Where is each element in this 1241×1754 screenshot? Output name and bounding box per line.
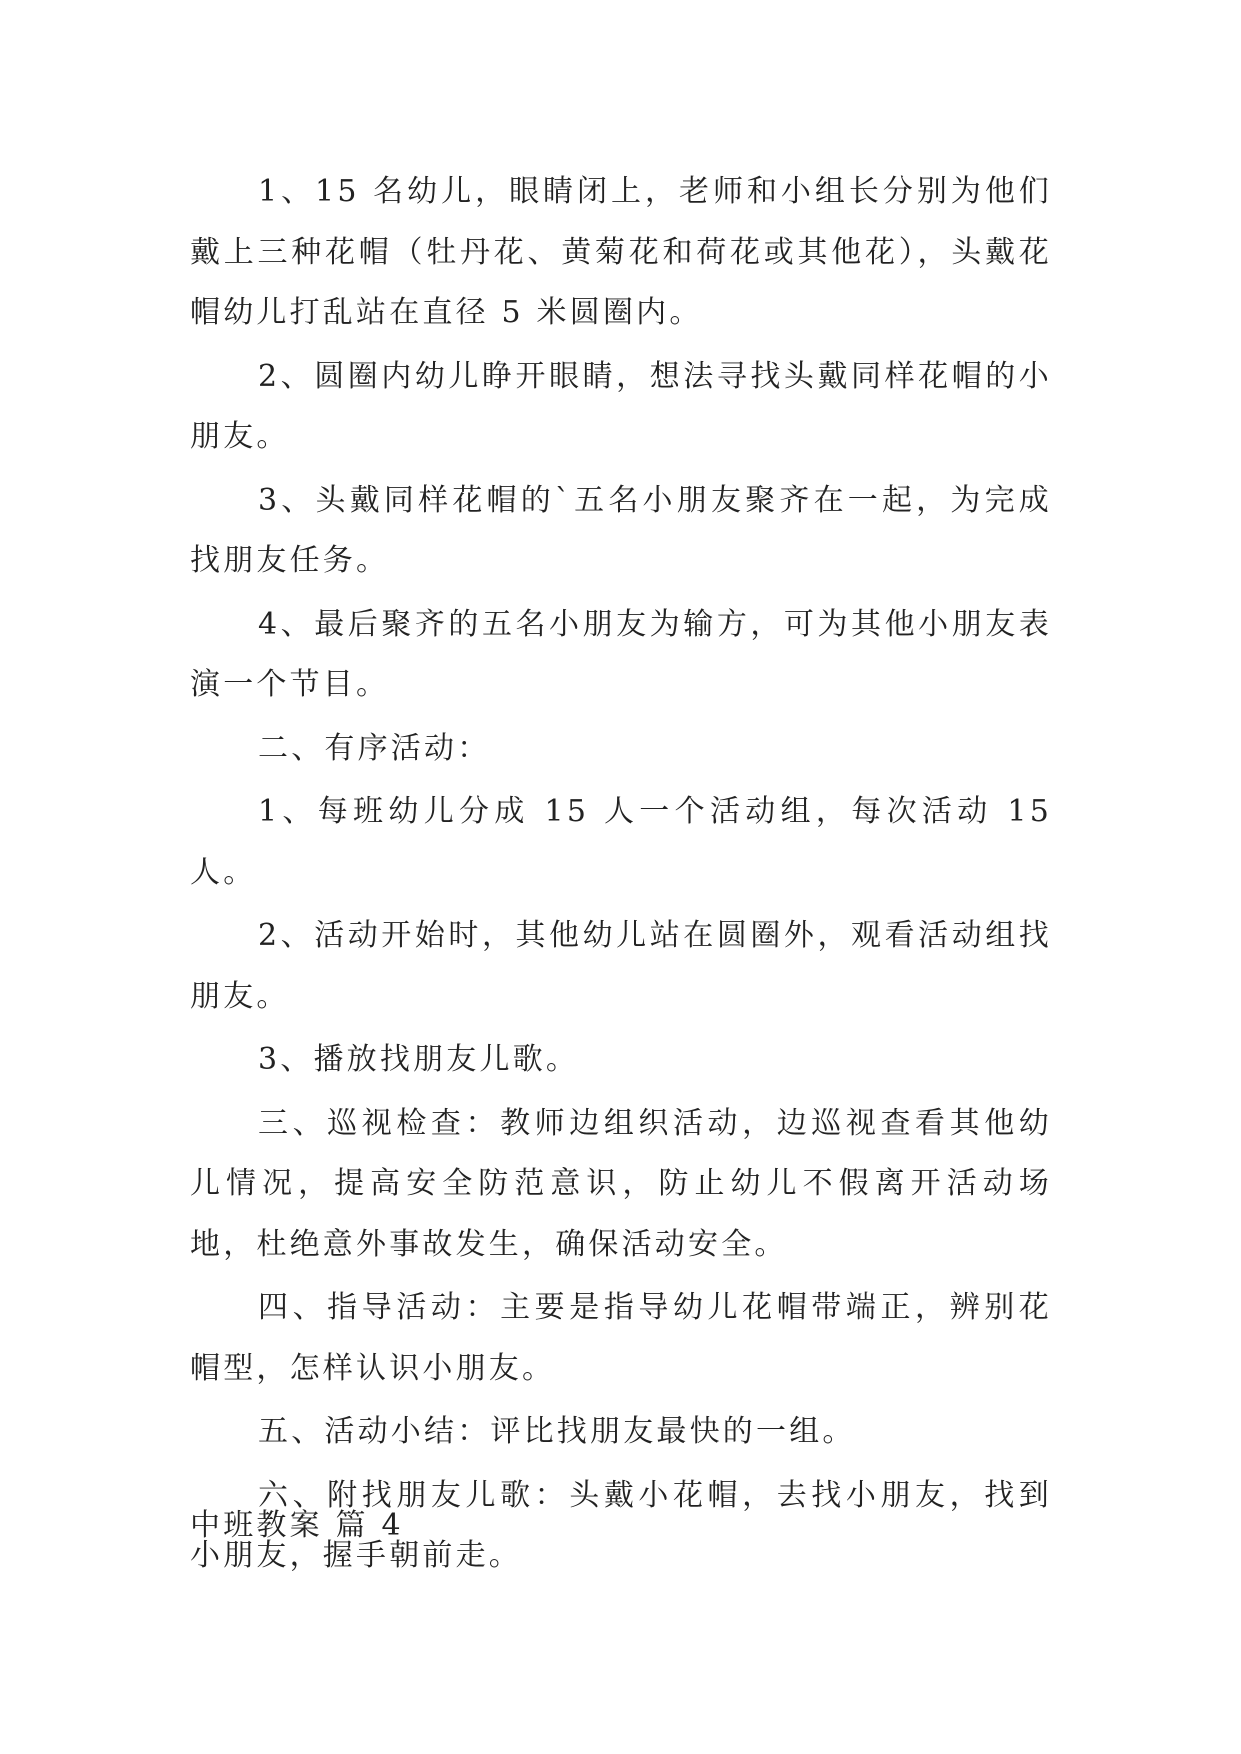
paragraph-step-1: 1、15 名幼儿，眼睛闭上，老师和小组长分别为他们戴上三种花帽（牡丹花、黄菊花和荷花或其他花），头戴花帽幼儿打乱站在直径 5 米圆圈内。 [190,174,1052,330]
paragraph-inspection: 三、巡视检查：教师边组织活动，边巡视查看其他幼儿情况，提高安全防范意识，防止幼儿不假离开活动场地，杜绝意外事故发生，确保活动安全。 [190,1105,1052,1262]
paragraph-activity-2: 2、活动开始时，其他幼儿站在圆圈外，观看活动组找朋友。 [190,918,1052,1014]
paragraph-activity-1: 1、每班幼儿分成 15 人一个活动组，每次活动 15 人。 [190,794,1052,890]
section-title: 中班教案 篇 4 [190,1508,404,1543]
paragraph-guidance: 四、指导活动：主要是指导幼儿花帽带端正，辨别花帽型，怎样认识小朋友。 [190,1290,1052,1386]
paragraph-activity-3: 3、播放找朋友儿歌。 [258,1042,580,1077]
paragraph-step-4: 4、最后聚齐的五名小朋友为输方，可为其他小朋友表演一个节目。 [190,606,1052,702]
document-body [190,162,1052,1590]
paragraph-step-3: 3、头戴同样花帽的`五名小朋友聚齐在一起，为完成找朋友任务。 [190,482,1052,578]
paragraph-step-2: 2、圆圈内幼儿睁开眼睛，想法寻找头戴同样花帽的小朋友。 [190,358,1052,454]
heading-ordered-activity: 二、有序活动： [258,730,491,766]
paragraph-summary: 五、活动小结：评比找朋友最快的一组。 [258,1414,856,1449]
paragraph-nursery-rhyme: 六、附找朋友儿歌：头戴小花帽，去找小朋友，找到小朋友，握手朝前走。 [190,1477,1052,1573]
